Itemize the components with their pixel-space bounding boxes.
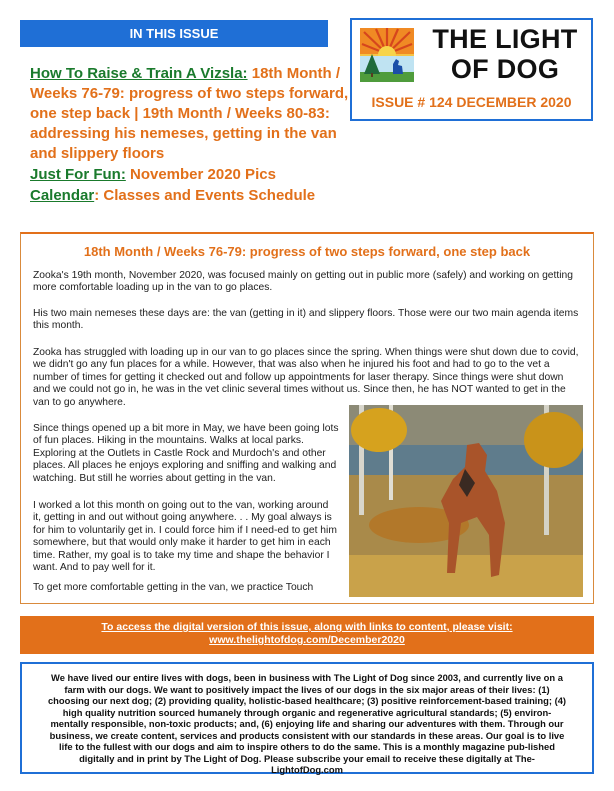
digital-access-link[interactable] bbox=[20, 616, 594, 654]
vizsla-dog-photo bbox=[349, 405, 583, 597]
toc-link-calendar[interactable]: Calendar bbox=[30, 187, 95, 204]
toc-link-vizsla[interactable]: How To Raise & Train A Vizsla: bbox=[30, 65, 248, 82]
access-text: To access the digital version of this issue, along with links to content, please visit: bbox=[101, 621, 513, 633]
article-paragraph-1: Zooka's 19th month, November 2020, was focused mainly on getting out in public more (safely) and working on getting more comfortable loading up in the van to go places. bbox=[33, 270, 573, 294]
masthead bbox=[350, 18, 593, 121]
toc-entry-vizsla bbox=[30, 64, 360, 164]
magazine-title: THE LIGHT OF DOG bbox=[432, 24, 578, 84]
feature-article bbox=[20, 232, 594, 604]
toc-entry-calendar bbox=[30, 186, 360, 206]
article-paragraph-3: Zooka has struggled with loading up in our van to go places since the spring. When things were shut down due to covid, we didn't go any fun places for a while. However, that was also when he injured his foot and had to go to the vet a number of times for getting it checked out and follow up appointments for laser therapy. Since things were shut down and we could not go in, he was in the vet clinic several times without us. Since then, he has NOT wanted to get in the van to go anywhere. bbox=[33, 347, 579, 408]
toc-entry-just-for-fun bbox=[30, 165, 360, 185]
toc-text-vizsla: 18th Month / Weeks 76-79: progress of two steps forward, one step back | 19th Month / Weeks 80-83: addressing his nemeses, getting in the van and slippery floors bbox=[30, 65, 349, 162]
article-paragraph-4: Since things opened up a bit more in May, we have been going lots of fun places. Hiking in the mountains. Walks at local parks. Exploring at the Outlets in Castle Rock and Murdoch's and other places. All places he enjoys exploring and sniffing and walking and watching. But still he worries about getting in the van. bbox=[33, 423, 339, 484]
sunrise-dog-tree-logo-icon bbox=[360, 28, 414, 82]
in-this-issue-banner: IN THIS ISSUE bbox=[20, 20, 328, 47]
about-box: We have lived our entire lives with dogs, been in business with The Light of Dog since 2003, and currently live on a farm with our dogs. We want to positively impact the lives of our dogs in the six major areas of their lives: (1) choosing our next dog; (2) providing quality, holistic-based healthcare; (3) positive reinforcement-based training; (4) high quality nutrition sourced humanely through organic and regenerative agricultural standards; (5) environ-mentally responsible, non-toxic products; and, (6) enjoying life and sharing our adventures with them. Through our business, we create content, services and products consistent with our standards in these areas. Our goal is to live life to the fullest with our dogs and aim to inspire others to do the same. This is a monthly magazine pub-lished digitally and in print by The Light of Dog. Please subscribe your email to receive these digitally at The-LightofDog.com bbox=[20, 662, 594, 774]
table-of-contents bbox=[30, 64, 360, 207]
article-paragraph-6: To get more comfortable getting in the van, we practice Touch bbox=[33, 582, 314, 593]
access-url[interactable]: www.thelightofdog.com/December2020 bbox=[209, 634, 405, 646]
toc-link-just-for-fun[interactable]: Just For Fun: bbox=[30, 166, 126, 183]
toc-text-just-for-fun: November 2020 Pics bbox=[125, 166, 276, 183]
article-title: 18th Month / Weeks 76-79: progress of two steps forward, one step back bbox=[83, 244, 531, 259]
issue-number: ISSUE # 124 DECEMBER 2020 bbox=[371, 94, 572, 110]
toc-text-calendar: : Classes and Events Schedule bbox=[94, 187, 316, 204]
article-paragraph-2: His two main nemeses these days are: the van (getting in it) and slippery floors. Those were our two main agenda items this month. bbox=[33, 308, 579, 332]
article-paragraph-5: I worked a lot this month on going out to the van, working around it, getting in and out without going anywhere. . . My goal always is for him to voluntarily get in. I could force him if I need-ed to get him somewhere, but that would only make it harder to get him in each time. Rather, my goal is to take my time and shape the behavior I want. And to pay well for it. bbox=[33, 500, 337, 574]
